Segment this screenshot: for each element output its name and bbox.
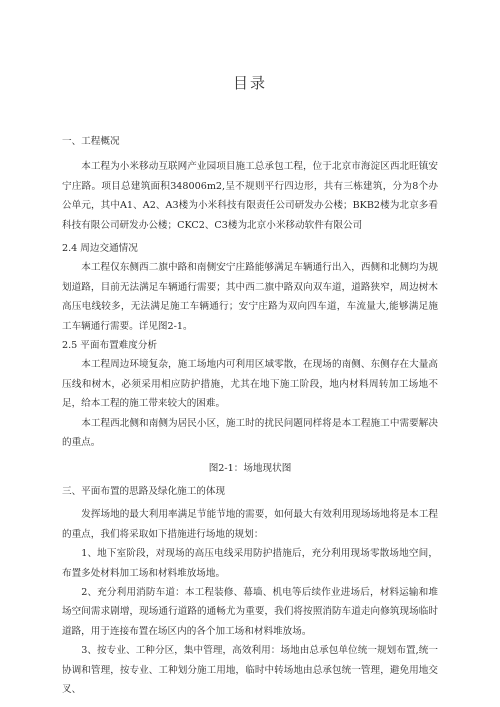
list-item-zoning: 3、按专业、工种分区，集中管理，高效利用：场地由总承包单位统一规划布置,统一协调和管理，按专业、工种划分施工用地，临时中转场地由总承包统一管理，避免用地交叉、 [62, 645, 438, 695]
paragraph-traffic: 本工程仅东侧西二旗中路和南侧安宁庄路能够满足车辆通行出入，西侧和北侧均为规划道路，目前无法满足车辆通行需要；其中西二旗中路双向双车道，道路狭窄，周边树木高压电线较多，无法满足施工车辆通行；安宁庄路为双向四车道，车流量大,能够满足施工车辆通行需要。详见图2-1。 [62, 262, 438, 332]
list-item-basement-stage: 1、地下室阶段，对现场的高压电线采用防护措施后，充分利用现场零散场地空间，布置多处材料加工场和材料堆放场地。 [62, 548, 438, 579]
section-heading-layout-approach: 三、平面布置的思路及绿化施工的体现 [62, 485, 226, 497]
document-title: 目录 [232, 74, 267, 92]
section-heading-project-overview: 一、工程概况 [62, 136, 120, 147]
section-heading-traffic: 2.4 周边交通情况 [62, 243, 138, 255]
document-body [62, 132, 438, 699]
paragraph-layout-difficulty-2: 本工程西北侧和南侧为居民小区，施工时的扰民问题同样将是本工程施工中需要解决的重点。 [62, 417, 438, 449]
paragraph-layout-approach: 发挥场地的最大利用率满足节能节地的需要，如何最大有效利用现场场地将是本工程的重点，我们将采取如下措施进行场地的规划： [62, 509, 438, 540]
paragraph-layout-difficulty-1: 本工程周边环境复杂，施工场地内可利用区域零散，在现场的南侧、东侧存在大量高压线和树木，必须采用相应防护措施，尤其在地下施工阶段，地内材料周转加工场地不足，给本工程的施工带来较大的困难。 [62, 359, 438, 410]
figure-caption: 图2-1：场地现状图 [208, 462, 292, 474]
paragraph-project-overview: 本工程为小米移动互联网产业园项目施工总承包工程，位于北京市海淀区西北旺镇安宁庄路。项目总建筑面积348006m2,呈不规则平行四边形，共有三栋建筑，分为8个办公单元，其中A1、A2、A3楼为小米科技有限责任公司研发办公楼；BKB2楼为北京多看科技有限公司研发办公楼；CKC2、C3楼为北京小米移动软件有限公司 [62, 161, 438, 231]
section-heading-layout-difficulty: 2.5 平面布置难度分析 [62, 340, 158, 352]
list-item-fire-lane: 2、充分利用消防车道：本工程装修、幕墙、机电等后续作业进场后，材料运输和堆场空间需求剧增，现场通行道路的通畅尤为重要，我们将按照消防车道走向修筑现场临时道路，用于连接布置在场区内的各个加工场和材料堆放场。 [62, 586, 438, 637]
